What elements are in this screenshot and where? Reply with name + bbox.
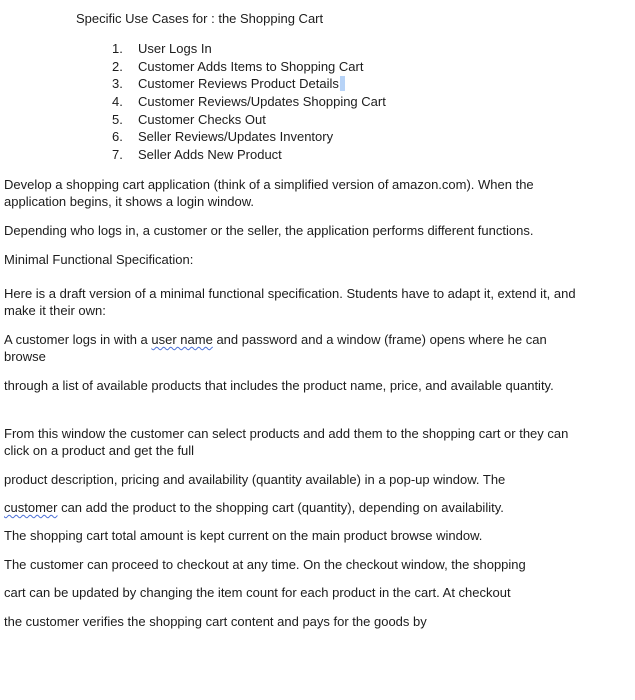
- spellcheck-word-customer: customer: [4, 500, 58, 515]
- list-item: [112, 40, 386, 58]
- description-paragraph: product description, pricing and availability (quantity available) in a pop-up window. The: [4, 472, 506, 487]
- verify-pay-paragraph: the customer verifies the shopping cart content and pays for the goods by: [4, 614, 427, 629]
- list-item-label: Customer Reviews/Updates Shopping Cart: [138, 94, 386, 110]
- select-products-paragraph: From this window the customer can select products and add them to the shopping cart or they can click on a product and get the full: [4, 426, 569, 458]
- list-item: [112, 58, 386, 76]
- list-item-label: Customer Checks Out: [138, 111, 266, 127]
- minimal-spec-heading: Minimal Functional Specification:: [4, 252, 194, 267]
- list-item-label: Customer Reviews Product Details: [138, 76, 339, 92]
- list-number: 6.: [112, 129, 123, 145]
- list-item: [112, 75, 386, 93]
- list-number: 3.: [112, 76, 123, 92]
- list-item: [112, 111, 386, 129]
- use-cases-heading: Specific Use Cases for : the Shopping Cart: [76, 11, 324, 26]
- list-number: 7.: [112, 147, 123, 163]
- depending-paragraph: Depending who logs in, a customer or the seller, the application performs different functions.: [4, 223, 534, 238]
- cart-total-paragraph: The shopping cart total amount is kept current on the main product browse window.: [4, 528, 483, 543]
- list-number: 5.: [112, 111, 123, 127]
- login-text-start: A customer logs in with a: [4, 332, 152, 347]
- list-item-label: User Logs In: [138, 41, 212, 56]
- list-item: [112, 128, 386, 146]
- add-to-cart-paragraph: [4, 499, 579, 516]
- list-number: 2.: [112, 58, 123, 74]
- spellcheck-word-username: user name: [151, 332, 213, 347]
- list-number: 4.: [112, 94, 123, 110]
- add-to-cart-text: can add the product to the shopping cart (quantity), depending on availability.: [57, 500, 504, 515]
- login-text-end: and password and a window (frame) opens where he can browse: [4, 332, 547, 364]
- list-item-label: Customer Adds Items to Shopping Cart: [138, 58, 364, 74]
- browse-list-paragraph: through a list of available products that includes the product name, price, and available quantity.: [4, 378, 554, 393]
- draft-paragraph: Here is a draft version of a minimal functional specification. Students have to adapt it, extend it, and make it their own:: [4, 286, 576, 318]
- list-item: [112, 93, 386, 111]
- text-selection-cursor: [340, 76, 345, 91]
- list-item-label: Seller Reviews/Updates Inventory: [138, 129, 334, 145]
- update-cart-paragraph: cart can be updated by changing the item count for each product in the cart. At checkout: [4, 585, 511, 600]
- intro-paragraph: Develop a shopping cart application (think of a simplified version of amazon.com). When the application begins, it shows a login window.: [4, 177, 534, 209]
- checkout-paragraph: The customer can proceed to checkout at any time. On the checkout window, the shopping: [4, 557, 526, 572]
- login-paragraph: [4, 331, 579, 365]
- list-item-label: Seller Adds New Product: [138, 147, 282, 163]
- list-item: [112, 146, 386, 164]
- list-number: 1.: [112, 41, 123, 56]
- use-case-list: [112, 40, 386, 164]
